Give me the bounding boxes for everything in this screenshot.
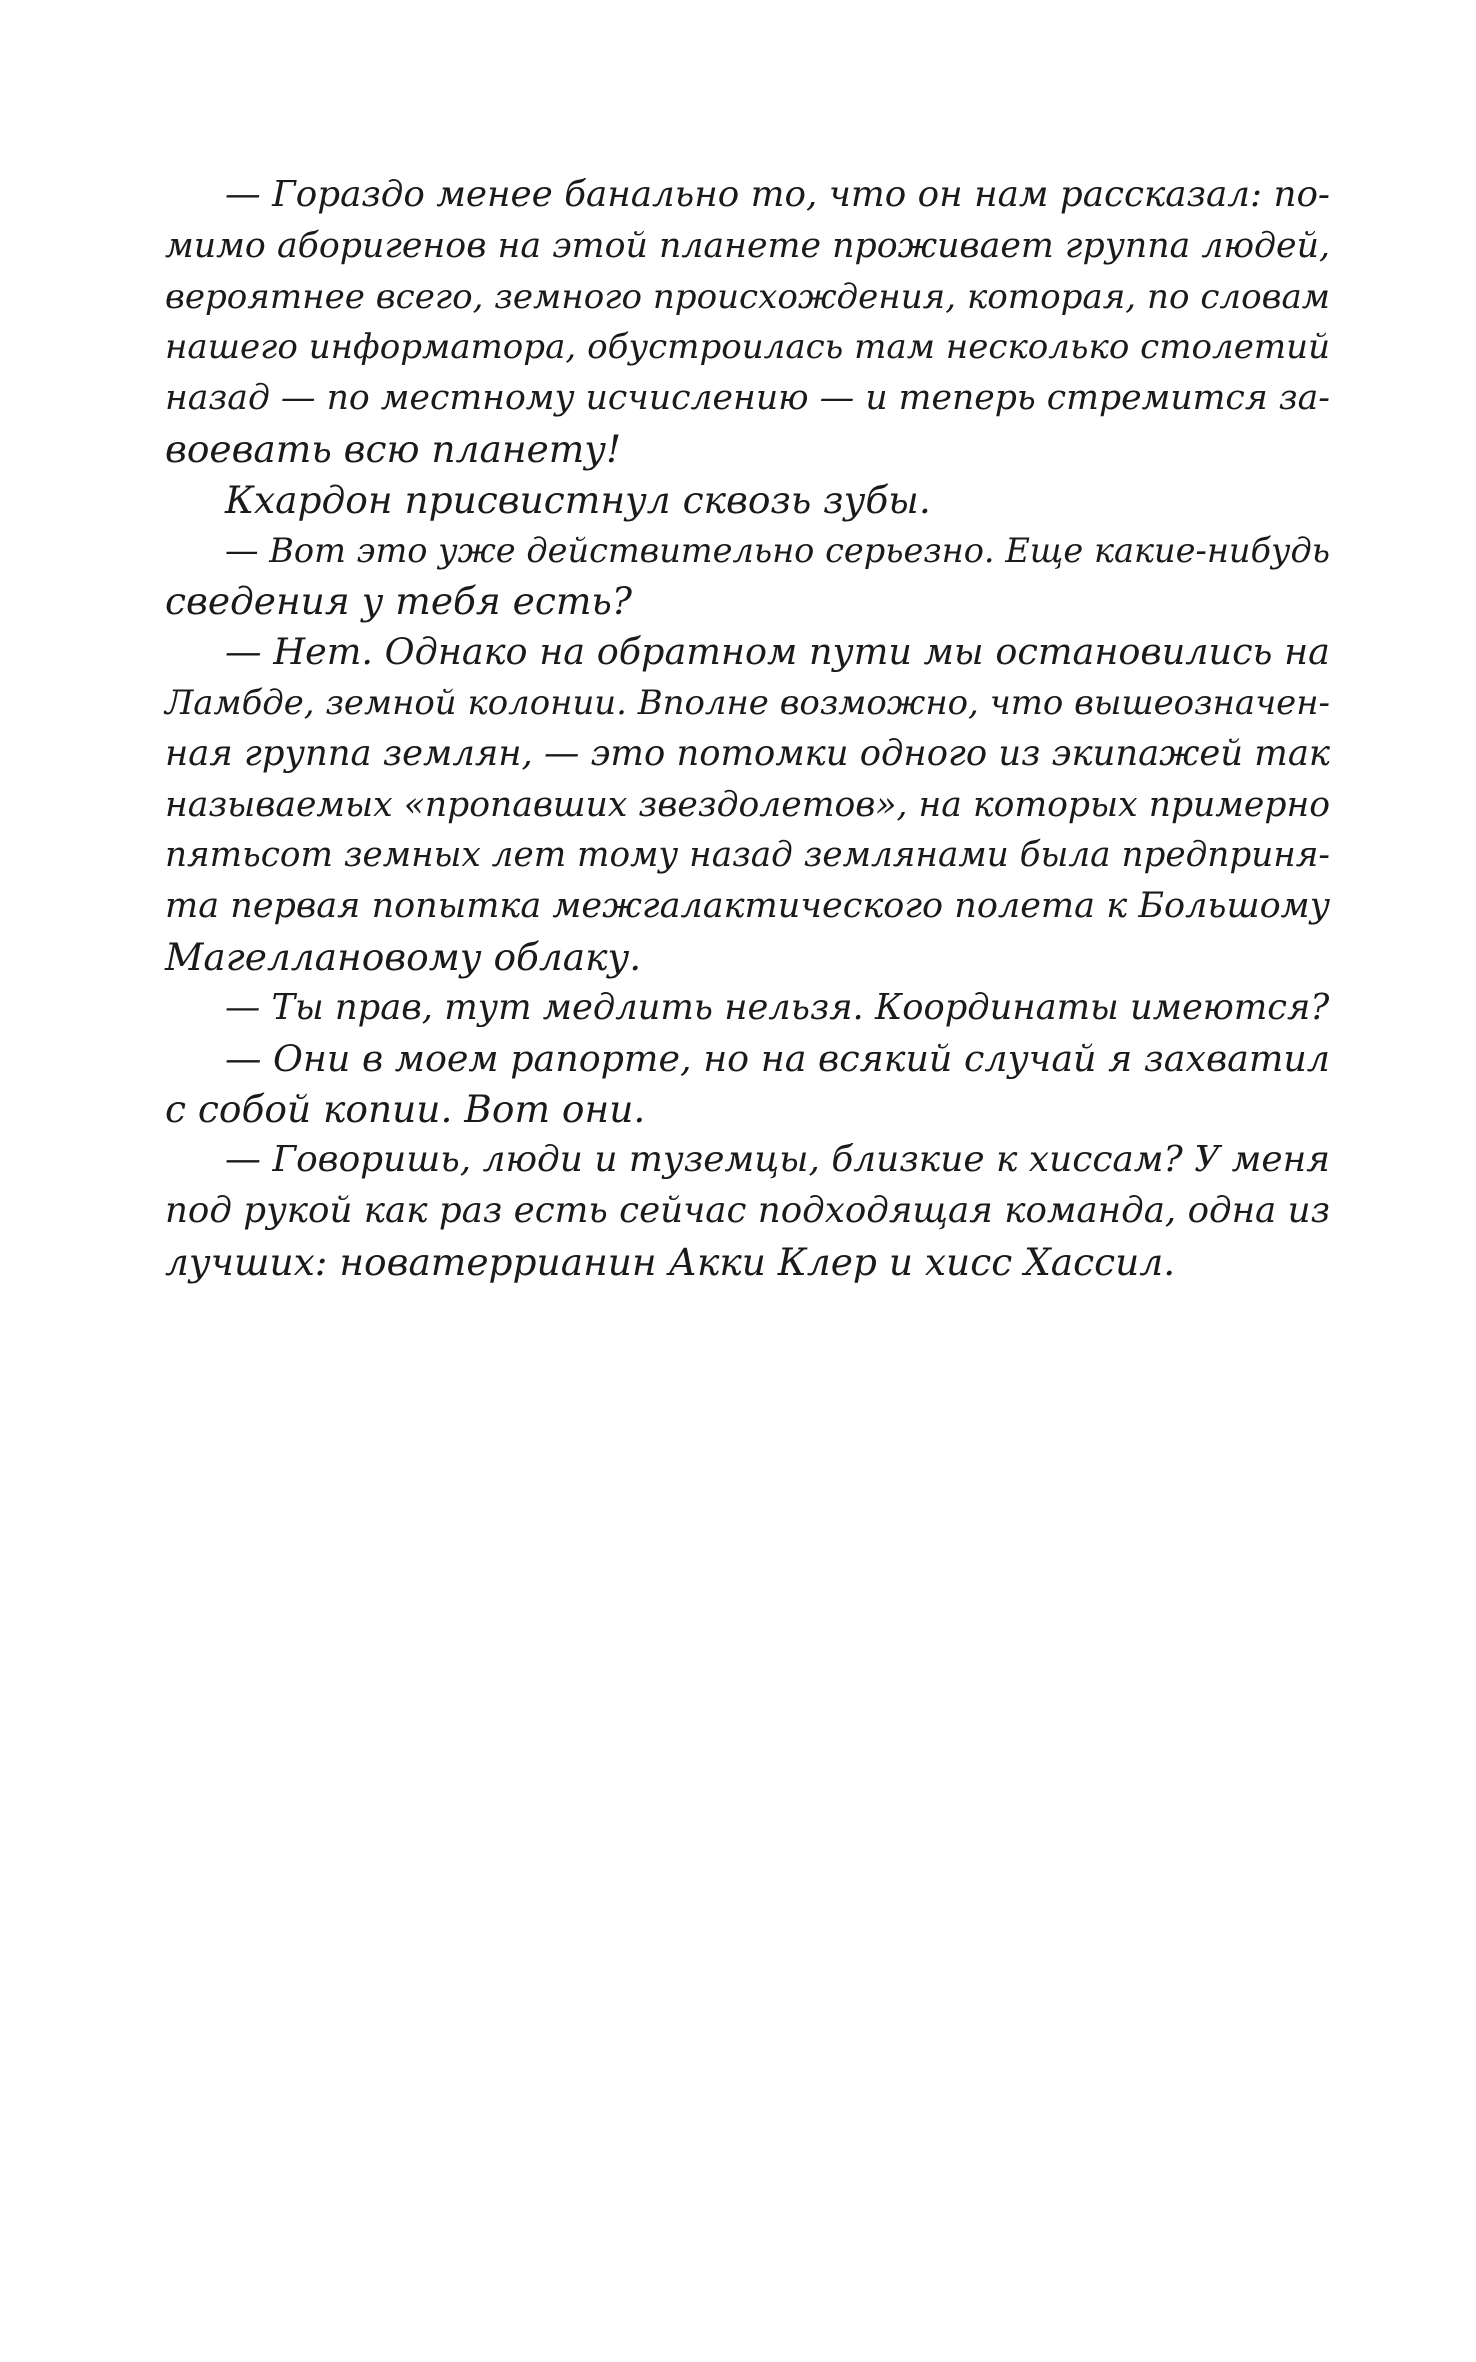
text-line: мимо аборигенов на этой планете проживает группа людей, <box>165 225 1330 266</box>
text-line: Кхардон присвистнул сквозь зубы. <box>225 477 931 522</box>
text-line: пятьсот земных лет тому назад землянами была предприня- <box>165 835 1330 876</box>
text-line: ная группа землян, — это потомки одного из экипажей так <box>165 732 1330 774</box>
text-line: — Гораздо менее банально то, что он нам рассказал: по- <box>225 174 1330 215</box>
text-line: под рукой как раз есть сейчас подходящая команда, одна из <box>165 1189 1330 1231</box>
text-line: Магеллановому облаку. <box>165 934 642 979</box>
text-line: называемых «пропавших звездолетов», на которых примерно <box>165 784 1330 825</box>
text-line: — Говоришь, люди и туземцы, близкие к хиссам? У меня <box>225 1139 1330 1181</box>
text-line: нашего информатора, обустроилась там несколько столетий <box>165 327 1330 368</box>
text-line: — Нет. Однако на обратном пути мы остановились на <box>225 630 1330 674</box>
text-line: воевать всю планету! <box>165 426 622 471</box>
text-line: с собой копии. Вот они. <box>165 1087 646 1132</box>
text-line: — Ты прав, тут медлить нельзя. Координаты имеются? <box>225 986 1330 1028</box>
text-line: сведения у тебя есть? <box>165 579 632 624</box>
text-line: — Вот это уже действительно серьезно. Еще какие-нибудь <box>225 530 1330 570</box>
text-line: назад — по местному исчислению — и теперь стремится за- <box>165 378 1330 419</box>
body-text <box>165 170 1330 1288</box>
text-line: Ламбде, земной колонии. Вполне возможно, что вышеозначен- <box>165 682 1330 722</box>
text-line: вероятнее всего, земного происхождения, которая, по словам <box>165 276 1330 317</box>
text-line: лучших: новатеррианин Акки Клер и хисс Хассил. <box>165 1239 1176 1284</box>
text-line: та первая попытка межгалактического полета к Большому <box>165 886 1330 927</box>
text-line: — Они в моем рапорте, но на всякий случай я захватил <box>225 1036 1330 1080</box>
